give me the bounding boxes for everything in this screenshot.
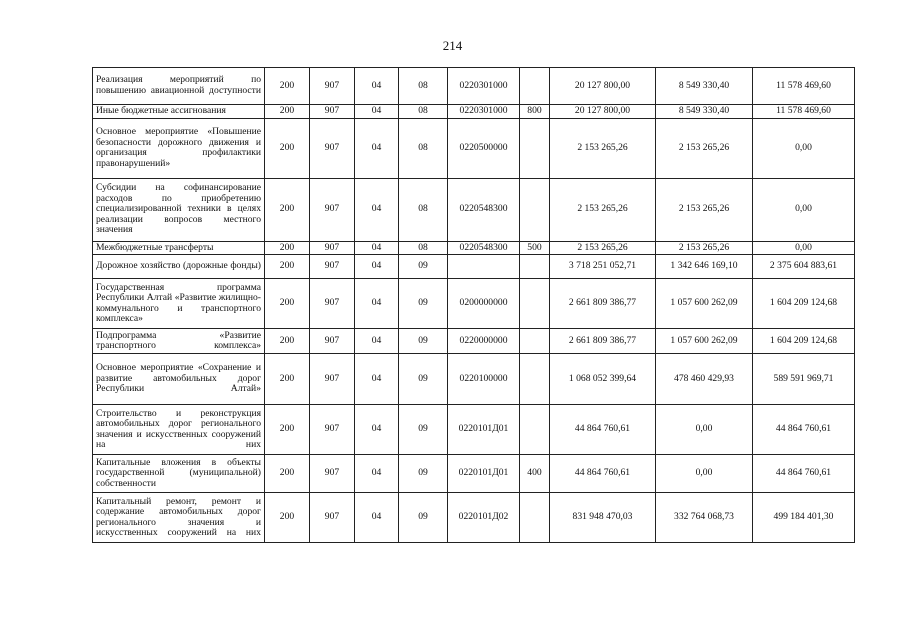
row-expense-type: [520, 354, 550, 405]
row-amount-second: 8 549 330,40: [656, 68, 753, 105]
row-code-907: 907: [310, 255, 355, 279]
row-amount-second: 332 764 068,73: [656, 493, 753, 543]
row-amount-total: 1 068 052 399,64: [550, 354, 656, 405]
row-name: Реализация мероприятий по повышению авиационной доступности: [93, 68, 265, 105]
row-amount-total: 2 153 265,26: [550, 178, 656, 241]
row-amount-second: 1 057 600 262,09: [656, 329, 753, 354]
row-target-article: 0220101Д01: [448, 455, 520, 493]
row-section: 04: [355, 329, 399, 354]
table-row: [93, 68, 855, 105]
row-name: Строительство и реконструкция автомобильных дорог регионального значения и искусственных сооружений на них: [93, 405, 265, 455]
row-amount-third: 11 578 469,60: [753, 68, 855, 105]
row-subsection: 09: [399, 329, 448, 354]
table-row: [93, 455, 855, 493]
row-target-article: 0200000000: [448, 279, 520, 329]
row-target-article: 0220000000: [448, 329, 520, 354]
row-subsection: 09: [399, 405, 448, 455]
table-body: [93, 68, 855, 543]
row-section: 04: [355, 493, 399, 543]
row-subsection: 08: [399, 241, 448, 255]
row-target-article: 0220301000: [448, 68, 520, 105]
table-row: [93, 105, 855, 119]
row-code-200: 200: [265, 329, 310, 354]
row-amount-third: 11 578 469,60: [753, 105, 855, 119]
row-target-article: 0220101Д01: [448, 405, 520, 455]
row-target-article: 0220548300: [448, 178, 520, 241]
row-expense-type: 500: [520, 241, 550, 255]
table-row: [93, 354, 855, 405]
row-name: Дорожное хозяйство (дорожные фонды): [93, 255, 265, 279]
row-name: Основное мероприятие «Повышение безопасности дорожного движения и организация профилактики правонарушений»: [93, 118, 265, 178]
row-target-article: 0220500000: [448, 118, 520, 178]
table-row: [93, 279, 855, 329]
row-amount-total: 20 127 800,00: [550, 68, 656, 105]
row-amount-third: 499 184 401,30: [753, 493, 855, 543]
row-amount-total: 44 864 760,61: [550, 455, 656, 493]
row-expense-type: [520, 405, 550, 455]
row-name: Иные бюджетные ассигнования: [93, 105, 265, 119]
row-section: 04: [355, 178, 399, 241]
row-subsection: 08: [399, 118, 448, 178]
row-subsection: 09: [399, 493, 448, 543]
row-amount-second: 1 342 646 169,10: [656, 255, 753, 279]
row-code-200: 200: [265, 118, 310, 178]
row-expense-type: [520, 493, 550, 543]
row-amount-third: 1 604 209 124,68: [753, 329, 855, 354]
row-subsection: 09: [399, 455, 448, 493]
row-section: 04: [355, 279, 399, 329]
row-section: 04: [355, 255, 399, 279]
row-subsection: 08: [399, 105, 448, 119]
row-name: Субсидии на софинансирование расходов по приобретению специализированной техники в целях реализации вопросов местного значения: [93, 178, 265, 241]
row-expense-type: [520, 118, 550, 178]
row-section: 04: [355, 118, 399, 178]
row-expense-type: [520, 255, 550, 279]
row-name: Подпрограмма «Развитие транспортного комплекса»: [93, 329, 265, 354]
row-subsection: 08: [399, 68, 448, 105]
row-amount-total: 2 661 809 386,77: [550, 329, 656, 354]
row-name: Капитальный ремонт, ремонт и содержание автомобильных дорог регионального значения и искусственных сооружений на них: [93, 493, 265, 543]
row-code-907: 907: [310, 68, 355, 105]
row-amount-third: 0,00: [753, 241, 855, 255]
row-amount-total: 44 864 760,61: [550, 405, 656, 455]
row-target-article: 0220100000: [448, 354, 520, 405]
table-row: [93, 405, 855, 455]
row-expense-type: [520, 329, 550, 354]
row-amount-total: 831 948 470,03: [550, 493, 656, 543]
row-code-907: 907: [310, 279, 355, 329]
row-amount-second: 0,00: [656, 455, 753, 493]
row-section: 04: [355, 241, 399, 255]
row-amount-second: 478 460 429,93: [656, 354, 753, 405]
row-code-200: 200: [265, 255, 310, 279]
row-section: 04: [355, 105, 399, 119]
row-target-article: 0220101Д02: [448, 493, 520, 543]
row-amount-second: 2 153 265,26: [656, 178, 753, 241]
row-expense-type: [520, 279, 550, 329]
row-amount-third: 0,00: [753, 178, 855, 241]
row-expense-type: [520, 68, 550, 105]
row-code-200: 200: [265, 241, 310, 255]
table-row: [93, 329, 855, 354]
row-expense-type: [520, 178, 550, 241]
budget-table: [92, 67, 855, 543]
row-code-200: 200: [265, 178, 310, 241]
row-amount-total: 3 718 251 052,71: [550, 255, 656, 279]
row-code-907: 907: [310, 329, 355, 354]
row-name: Капитальные вложения в объекты государственной (муниципальной) собственности: [93, 455, 265, 493]
row-section: 04: [355, 405, 399, 455]
table-row: [93, 178, 855, 241]
row-amount-second: 8 549 330,40: [656, 105, 753, 119]
row-section: 04: [355, 68, 399, 105]
row-amount-total: 2 153 265,26: [550, 118, 656, 178]
row-expense-type: 400: [520, 455, 550, 493]
row-amount-third: 0,00: [753, 118, 855, 178]
row-subsection: 09: [399, 279, 448, 329]
row-name: Основное мероприятие «Сохранение и развитие автомобильных дорог Республики Алтай»: [93, 354, 265, 405]
row-amount-third: 1 604 209 124,68: [753, 279, 855, 329]
row-amount-third: 2 375 604 883,61: [753, 255, 855, 279]
row-code-200: 200: [265, 354, 310, 405]
row-code-200: 200: [265, 405, 310, 455]
row-amount-second: 0,00: [656, 405, 753, 455]
row-code-907: 907: [310, 455, 355, 493]
table-row: [93, 118, 855, 178]
row-code-907: 907: [310, 405, 355, 455]
row-code-907: 907: [310, 178, 355, 241]
row-code-907: 907: [310, 354, 355, 405]
row-amount-total: 2 661 809 386,77: [550, 279, 656, 329]
row-amount-third: 44 864 760,61: [753, 405, 855, 455]
row-name: Межбюджетные трансферты: [93, 241, 265, 255]
row-amount-third: 44 864 760,61: [753, 455, 855, 493]
row-subsection: 08: [399, 178, 448, 241]
row-code-200: 200: [265, 68, 310, 105]
row-target-article: 0220548300: [448, 241, 520, 255]
table-row: [93, 241, 855, 255]
row-code-200: 200: [265, 455, 310, 493]
table-row: [93, 255, 855, 279]
row-target-article: [448, 255, 520, 279]
row-expense-type: 800: [520, 105, 550, 119]
row-code-907: 907: [310, 105, 355, 119]
row-amount-second: 2 153 265,26: [656, 118, 753, 178]
page-number: 214: [442, 38, 463, 53]
row-section: 04: [355, 354, 399, 405]
row-target-article: 0220301000: [448, 105, 520, 119]
row-amount-second: 2 153 265,26: [656, 241, 753, 255]
row-subsection: 09: [399, 354, 448, 405]
row-code-200: 200: [265, 279, 310, 329]
row-amount-third: 589 591 969,71: [753, 354, 855, 405]
row-subsection: 09: [399, 255, 448, 279]
row-name: Государственная программа Республики Алтай «Развитие жилищно-коммунального и транспортного комплекса»: [93, 279, 265, 329]
row-code-907: 907: [310, 118, 355, 178]
row-code-200: 200: [265, 105, 310, 119]
row-code-907: 907: [310, 241, 355, 255]
table-row: [93, 493, 855, 543]
row-amount-second: 1 057 600 262,09: [656, 279, 753, 329]
row-code-200: 200: [265, 493, 310, 543]
row-code-907: 907: [310, 493, 355, 543]
row-amount-total: 20 127 800,00: [550, 105, 656, 119]
row-amount-total: 2 153 265,26: [550, 241, 656, 255]
row-section: 04: [355, 455, 399, 493]
